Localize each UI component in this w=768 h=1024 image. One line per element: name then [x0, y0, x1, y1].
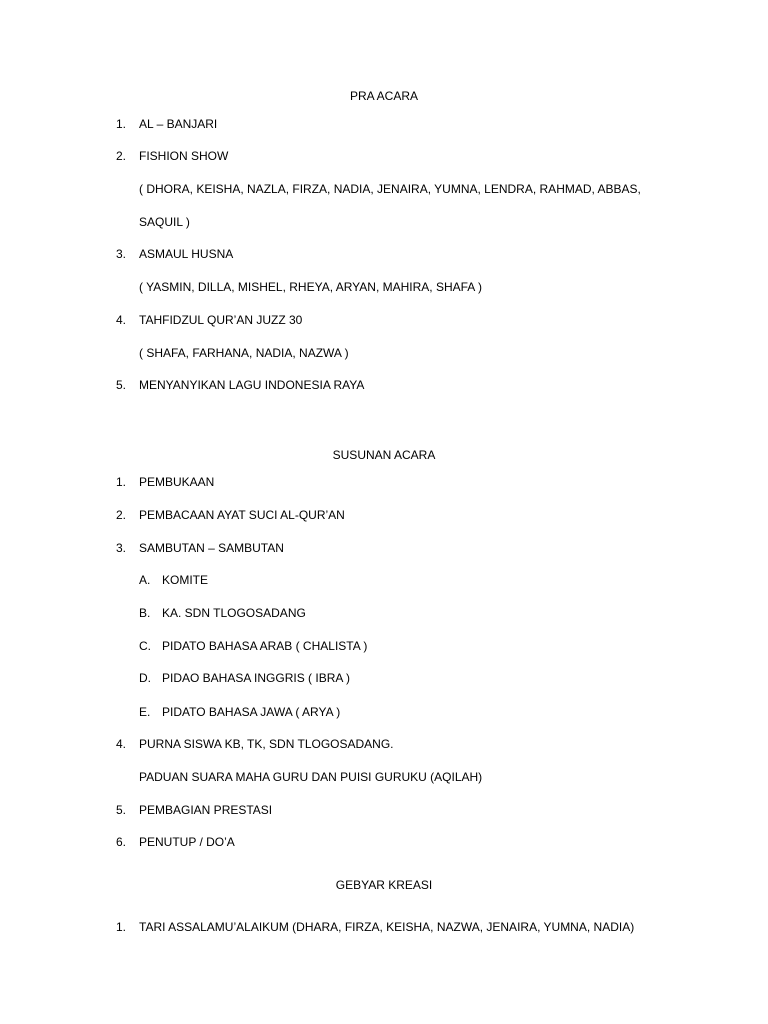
- list-item: PEMBUKAAN: [139, 475, 215, 489]
- list-item: PEMBACAAN AYAT SUCI AL-QUR’AN: [139, 508, 345, 522]
- list-item: TARI ASSALAMU’ALAIKUM (DHARA, FIRZA, KEISHA, NAZWA, JENAIRA, YUMNA, NADIA): [139, 920, 635, 934]
- list-item-note: PADUAN SUARA MAHA GURU DAN PUISI GURUKU (AQILAH): [139, 770, 483, 784]
- list-number: 3.: [116, 247, 127, 261]
- list-number: 5.: [116, 378, 127, 392]
- list-number: 2.: [116, 508, 127, 522]
- list-item: PENUTUP / DO’A: [139, 835, 235, 849]
- list-number: 1.: [116, 475, 127, 489]
- sub-list-item: KOMITE: [162, 573, 209, 587]
- sub-list-item: PIDAO BAHASA INGGRIS ( IBRA ): [162, 671, 351, 685]
- section-title-pra-acara: PRA ACARA: [349, 89, 419, 103]
- list-item: MENYANYIKAN LAGU INDONESIA RAYA: [139, 378, 365, 392]
- list-item-note: ( DHORA, KEISHA, NAZLA, FIRZA, NADIA, JENAIRA, YUMNA, LENDRA, RAHMAD, ABBAS,: [139, 182, 641, 196]
- list-item: ASMAUL HUSNA: [139, 247, 234, 261]
- list-number: 3.: [116, 541, 127, 555]
- list-item: PEMBAGIAN PRESTASI: [139, 803, 273, 817]
- list-item: FISHION SHOW: [139, 149, 229, 163]
- list-item-note: SAQUIL ): [139, 215, 190, 229]
- sub-list-letter: E.: [139, 705, 151, 719]
- list-number: 5.: [116, 803, 127, 817]
- list-number: 2.: [116, 149, 127, 163]
- list-item: SAMBUTAN – SAMBUTAN: [139, 541, 284, 555]
- list-item-note: ( YASMIN, DILLA, MISHEL, RHEYA, ARYAN, MAHIRA, SHAFA ): [139, 280, 482, 294]
- sub-list-item: PIDATO BAHASA JAWA ( ARYA ): [162, 705, 341, 719]
- sub-list-item: PIDATO BAHASA ARAB ( CHALISTA ): [162, 639, 368, 653]
- list-number: 4.: [116, 737, 127, 751]
- list-number: 1.: [116, 117, 127, 131]
- list-number: 1.: [116, 920, 127, 934]
- list-number: 6.: [116, 835, 127, 849]
- list-item: TAHFIDZUL QUR’AN JUZZ 30: [139, 313, 303, 327]
- list-item: AL – BANJARI: [139, 117, 218, 131]
- list-number: 4.: [116, 313, 127, 327]
- sub-list-letter: A.: [139, 573, 151, 587]
- sub-list-letter: D.: [139, 671, 151, 685]
- section-title-gebyar-kreasi: GEBYAR KREASI: [335, 878, 433, 892]
- sub-list-item: KA. SDN TLOGOSADANG: [162, 606, 306, 620]
- list-item-note: ( SHAFA, FARHANA, NADIA, NAZWA ): [139, 346, 349, 360]
- sub-list-letter: C.: [139, 639, 151, 653]
- sub-list-letter: B.: [139, 606, 151, 620]
- list-item: PURNA SISWA KB, TK, SDN TLOGOSADANG.: [139, 737, 394, 751]
- section-title-susunan-acara: SUSUNAN ACARA: [332, 448, 436, 462]
